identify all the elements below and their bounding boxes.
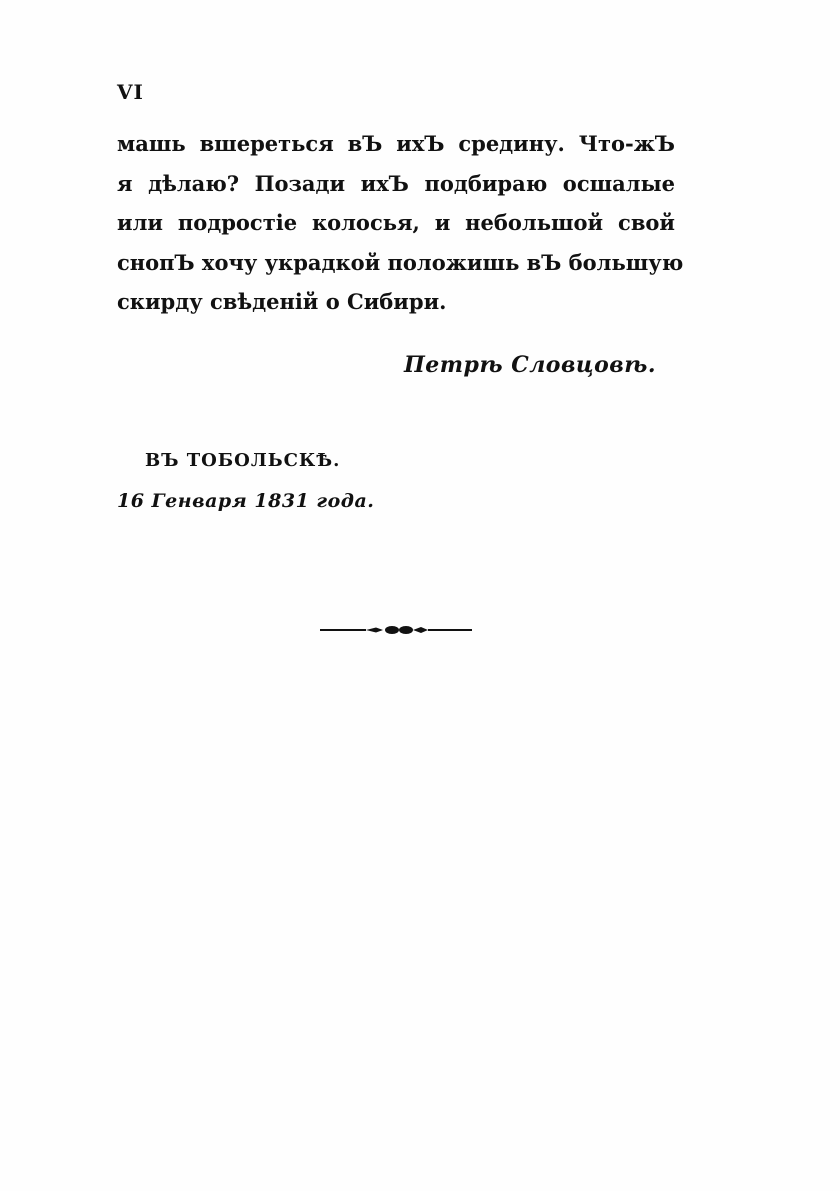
body-line: скирду свѣденій о Сибири. [117,289,447,314]
body-line: я дѣлаю? Позади ихЪ подбираю осшалые [117,170,675,196]
place-line: ВЪ ТОБОЛЬСКѢ. [145,450,341,471]
body-paragraph [117,124,684,322]
body-line: машь вшереться вЪ ихЪ средину. Что-жЪ [117,131,675,156]
body-line: снопЪ хочу украдкой положишь вЪ большую [117,249,684,275]
date-line: 16 Генваря 1831 года. [117,490,375,512]
page-number: VI [117,80,144,104]
author-signature: Петрѣ Словцовѣ. [404,352,656,378]
body-line: или подростіе колосья, и небольшой свой [117,210,675,235]
ornamental-rule-icon [320,621,472,639]
